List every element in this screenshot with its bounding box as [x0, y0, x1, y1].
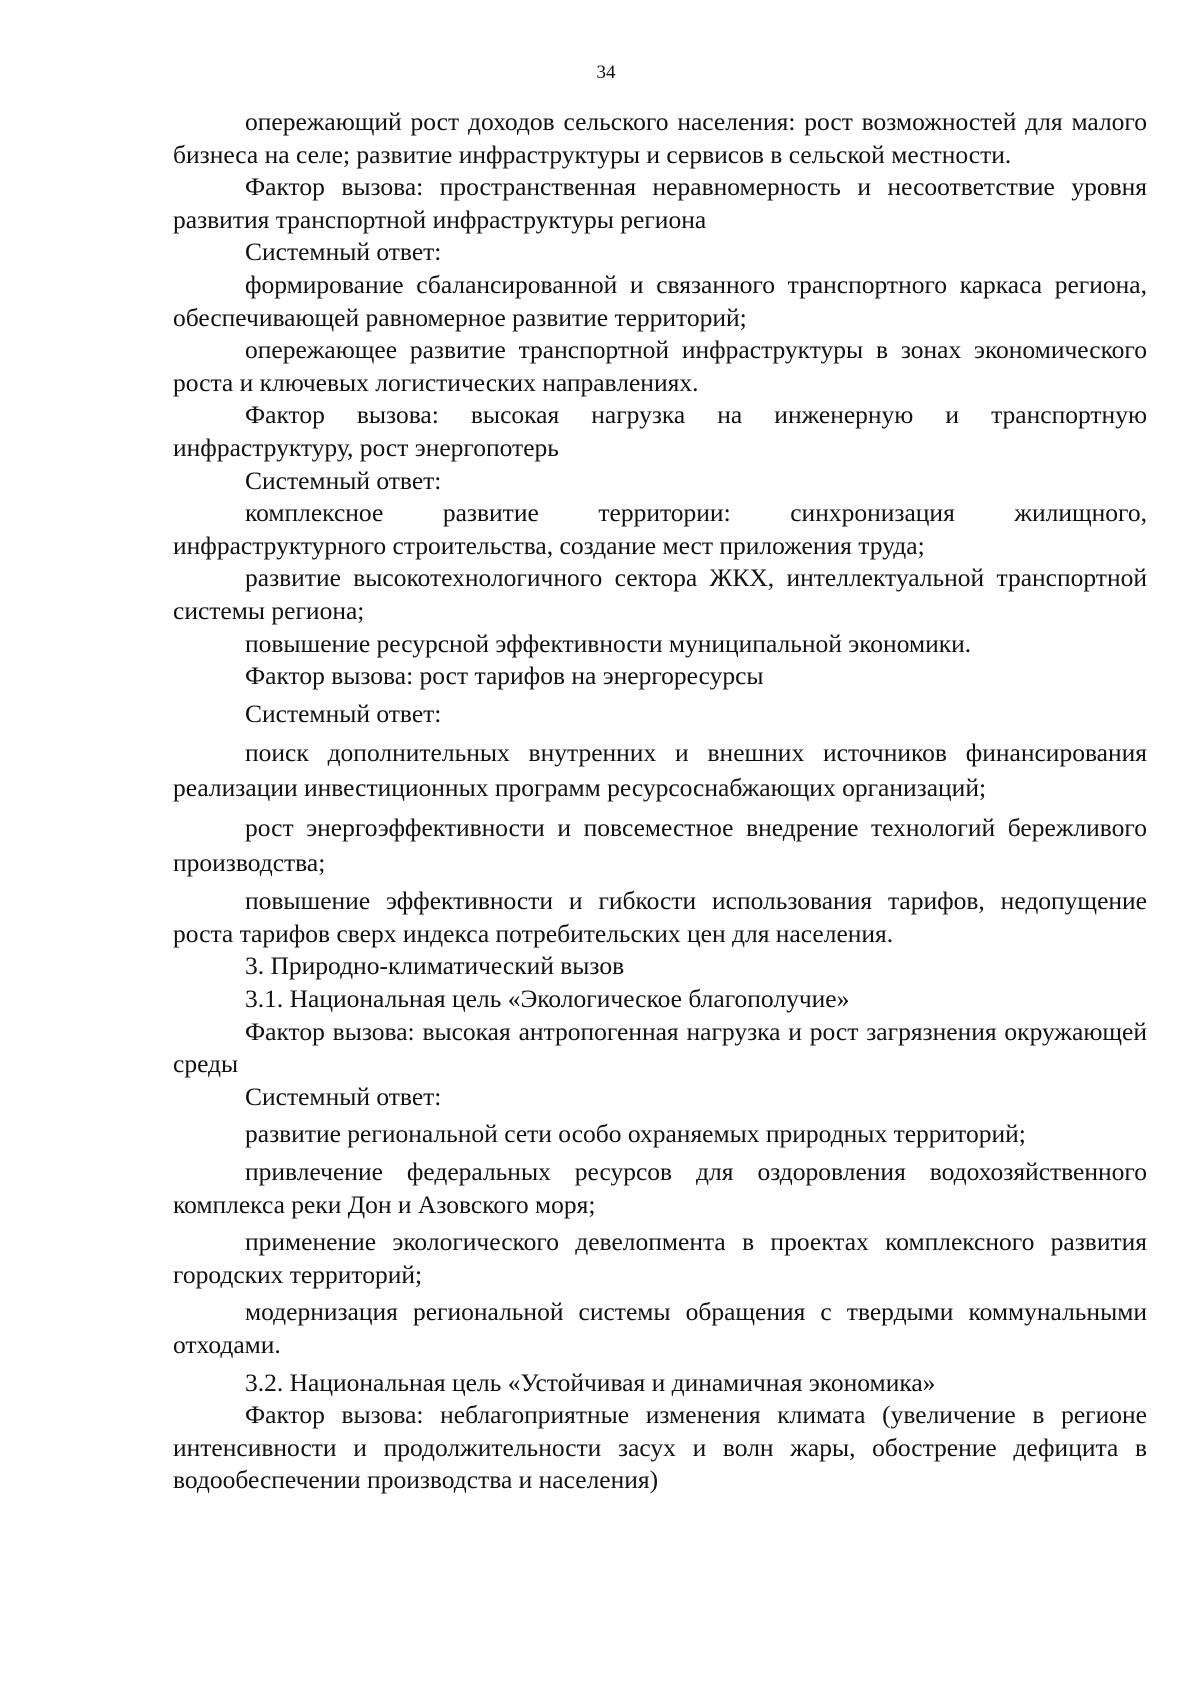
paragraph: поиск дополнительных внутренних и внешних источников финансирования реализации инвестиционных программ ресурсоснабжающих организаций;	[173, 738, 1147, 803]
paragraph: опережающее развитие транспортной инфраструктуры в зонах экономического роста и ключевых логистических направлениях.	[173, 335, 1147, 397]
paragraph: Системный ответ:	[245, 1081, 442, 1111]
paragraph: рост энергоэффективности и повсеместное внедрение технологий бережливого производства;	[173, 813, 1147, 878]
paragraph: повышение ресурсной эффективности муниципальной экономики.	[245, 628, 972, 658]
paragraph: повышение эффективности и гибкости использования тарифов, недопущение роста тарифов сверх индекса потребительских цен для населения.	[173, 886, 1147, 948]
paragraph: привлечение федеральных ресурсов для оздоровления водохозяйственного комплекса реки Дон и Азовского моря;	[173, 1157, 1147, 1219]
paragraph: Фактор вызова: неблагоприятные изменения климата (увеличение в регионе интенсивности и продолжительности засух и волн жары, обострение дефицита в водообеспечении производства и населения)	[173, 1400, 1147, 1495]
paragraph: комплексное развитие территории: синхронизация жилищного, инфраструктурного строительства, создание мест приложения труда;	[173, 498, 1147, 560]
paragraph: 3. Природно-климатический вызов	[245, 951, 625, 981]
paragraph: Фактор вызова: высокая антропогенная нагрузка и рост загрязнения окружающей среды	[173, 1016, 1147, 1079]
paragraph: Системный ответ:	[245, 465, 442, 495]
page-number: 34	[596, 62, 616, 83]
paragraph: развитие высокотехнологичного сектора ЖКХ, интеллектуальной транспортной системы региона;	[173, 563, 1147, 625]
paragraph: Фактор вызова: рост тарифов на энергоресурсы	[245, 661, 764, 691]
paragraph: 3.1. Национальная цель «Экологическое благополучие»	[245, 984, 850, 1014]
paragraph: Системный ответ:	[245, 237, 442, 267]
document-body	[173, 106, 1147, 1497]
paragraph: применение экологического девелопмента в проектах комплексного развития городских территорий;	[173, 1227, 1147, 1289]
paragraph: опережающий рост доходов сельского населения: рост возможностей для малого бизнеса на селе; развитие инфраструктуры и сервисов в сельской местности.	[173, 107, 1147, 169]
paragraph: Фактор вызова: пространственная неравномерность и несоответствие уровня развития транспортной инфраструктуры региона	[173, 172, 1147, 234]
paragraph: развитие региональной сети особо охраняемых природных территорий;	[245, 1119, 1026, 1149]
paragraph: Фактор вызова: высокая нагрузка на инженерную и транспортную инфраструктуру, рост энергопотерь	[173, 400, 1147, 462]
paragraph: модернизация региональной системы обращения с твердыми коммунальными отходами.	[173, 1297, 1147, 1359]
paragraph: 3.2. Национальная цель «Устойчивая и динамичная экономика»	[245, 1367, 936, 1397]
paragraph: Системный ответ:	[245, 698, 442, 728]
paragraph: формирование сбалансированной и связанного транспортного каркаса региона, обеспечивающей равномерное развитие территорий;	[173, 269, 1147, 332]
